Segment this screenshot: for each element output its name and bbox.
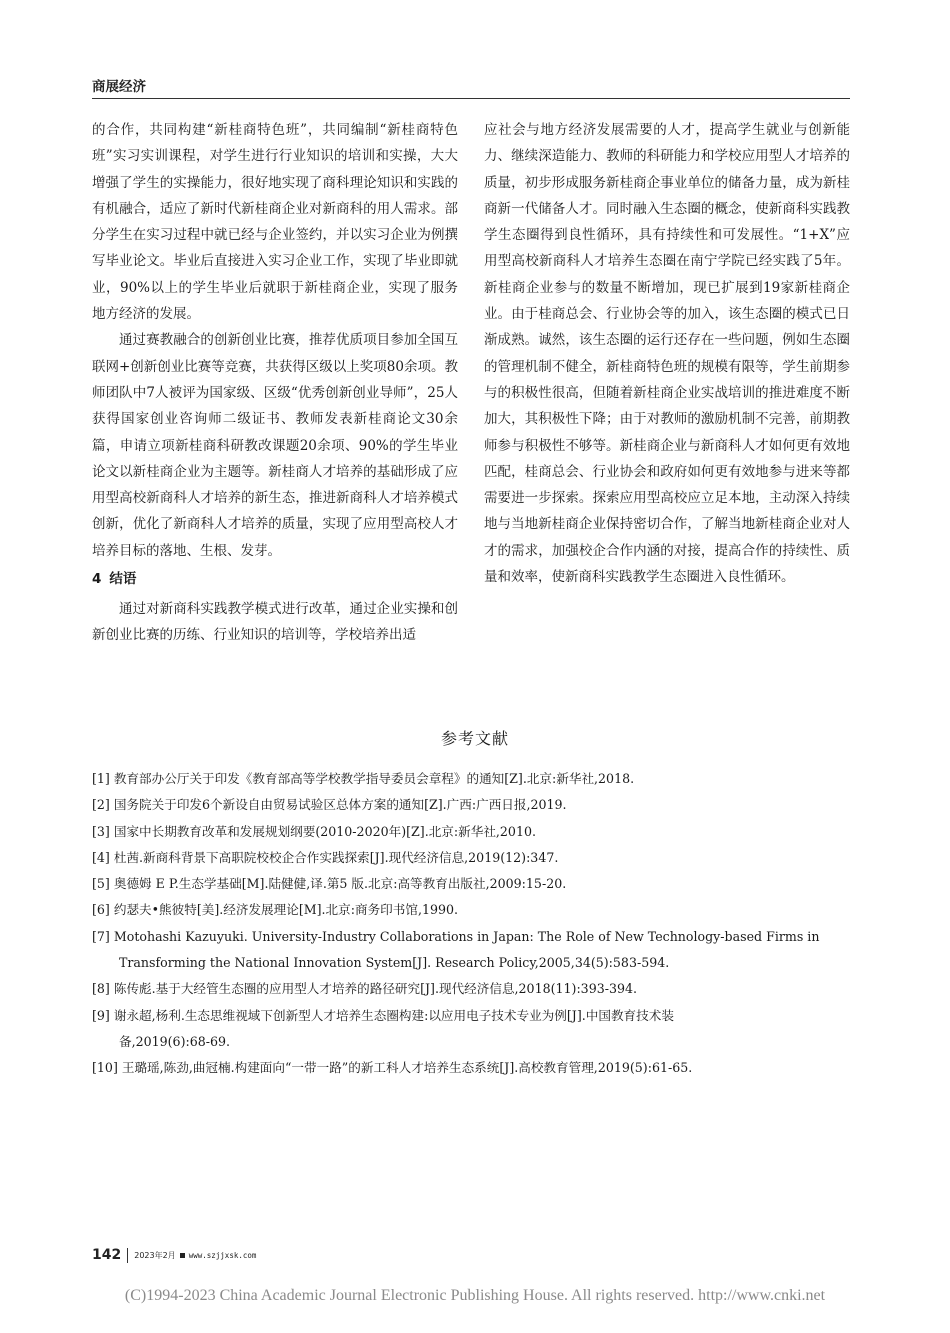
reference-item [92,1003,850,1056]
section-heading [92,566,458,592]
reference-text: 约瑟夫•熊彼特[美].经济发展理论[M].北京:商务印书馆,1990. [113,902,459,918]
reference-text: 杜茜.新商科背景下高职院校校企合作实践探索[J].现代经济信息,2019(12):347. [113,849,559,865]
reference-item [92,924,850,977]
section-title: 结语 [109,571,137,588]
square-bullet-icon [180,1253,185,1258]
reference-text-continued: 备,2019(6):68-69. [119,1033,231,1049]
reference-item [92,897,850,923]
paragraph: 通过赛教融合的创新创业比赛，推荐优质项目参加全国互联网+创新创业比赛等竞赛，共获得区级以上奖项80余项。教师团队中7人被评为国家级、区级“优秀创新创业导师”，25人获得国家创业咨询师二级证书、教师发表新桂商论文30余篇，申请立项新桂商科研教改课题20余项、90%的学生毕业论文以新桂商企业为主题等。新桂商人才培养的基础形成了应用型高校新商科人才培养的新生态，推进新商科人才培养模式创新，优化了新商科人才培养的质量，实现了应用型高校人才培养目标的落地、生根、发芽。 [92,332,458,559]
reference-text: 奥德姆 E P.生态学基础[M].陆健健,译.第5 版.北京:高等教育出版社,2009:15-20. [113,876,567,892]
running-header [92,80,850,99]
reference-tag: [8] [92,981,110,997]
reference-tag: [9] [92,1007,110,1023]
page-footer [92,1245,256,1265]
reference-item [92,792,850,818]
reference-tag: [7] [92,928,110,944]
reference-tag: [4] [92,849,110,865]
reference-tag: [1] [92,771,110,786]
reference-text: 谢永超,杨利.生态思维视域下创新型人才培养生态圈构建:以应用电子技术专业为例[J].中国教育技术装 [113,1007,674,1023]
reference-tag: [2] [92,797,110,813]
reference-tag: [6] [92,902,110,918]
issue-date: 2023年2月 [134,1250,176,1260]
reference-text-continued: Transforming the National Innovation System[J]. Research Policy,2005,34(5):583-594. [119,955,670,971]
reference-item [92,976,850,1002]
paragraph: 的合作，共同构建“新桂商特色班”，共同编制“新桂商特色班”实习实训课程，对学生进行行业知识的培训和实操，大大增强了学生的实操能力，很好地实现了商科理论知识和实践的有机融合，适应了新时代新桂商企业对新商科的用人需求。部分学生在实习过程中就已经与企业签约，并以实习企业为例撰写毕业论文。毕业后直接进入实习企业工作，实现了毕业即就业，90%以上的学生毕业后就职于新桂商企业，实现了服务地方经济的发展。 [92,122,458,323]
section-number: 4 [92,571,102,588]
page-number: 142 [92,1247,122,1263]
reference-item [92,871,850,897]
reference-item [92,819,850,845]
right-column [484,117,850,590]
reference-text: Motohashi Kazuyuki. University-Industry Collaborations in Japan: The Role of New Technology-based Firms in [113,928,820,944]
paragraph: 应社会与地方经济发展需要的人才，提高学生就业与创新能力、继续深造能力、教师的科研能力和学校应用型人才培养的质量，初步形成服务新桂商企事业单位的储备力量，成为新桂商新一代储备人才。同时融入生态圈的概念，使新商科实践教学生态圈得到良性循环，具有持续性和可发展性。“1+X”应用型高校新商科人才培养生态圈在南宁学院已经实践了5年。新桂商企业参与的数量不断增加，现已扩展到19家新桂商企业。由于桂商总会、行业协会等的加入，该生态圈的模式已日渐成熟。诚然，该生态圈的运行还存在一些问题，例如生态圈的管理机制不健全，新桂商特色班的规模有限等，学生前期参与的积极性很高，但随着新桂商企业实战培训的推进难度不断加大，其积极性下降；由于对教师的激励机制不完善，前期教师参与积极性不够等。新桂商企业与新商科人才如何更有效地匹配，桂商总会、行业协会和政府如何更有效地参与进来等都需要进一步探索。探索应用型高校应立足本地，主动深入持续地与当地新桂商企业保持密切合作，了解当地新桂商企业对人才的需求，加强校企合作内涵的对接，提高合作的持续性、质量和效率，使新商科实践教学生态圈进入良性循环。 [484,122,850,586]
reference-text: 教育部办公厅关于印发《教育部高等学校教学指导委员会章程》的通知[Z].北京:新华社,2018. [113,771,635,786]
reference-tag: [10] [92,1060,118,1076]
reference-item [92,845,850,871]
footer-divider [127,1248,128,1263]
reference-item [92,766,850,792]
reference-tag: [5] [92,876,110,892]
references-title: 参考文献 [440,729,509,748]
reference-tag: [3] [92,823,110,839]
reference-list [92,766,850,1082]
reference-item [92,1055,850,1081]
reference-text: 王璐瑶,陈劲,曲冠楠.构建面向“一带一路”的新工科人才培养生态系统[J].高校教育管理,2019(5):61-65. [121,1060,693,1076]
journal-title: 商展经济 [92,79,146,95]
reference-text: 陈传彪.基于大经管生态圈的应用型人才培养的路径研究[J].现代经济信息,2018(11):393-394. [113,981,638,997]
reference-text: 国家中长期教育改革和发展规划纲要(2010-2020年)[Z].北京:新华社,2010. [113,823,536,839]
reference-text: 国务院关于印发6个新设自由贸易试验区总体方案的通知[Z].广西:广西日报,2019. [113,797,567,813]
journal-url: www.szjjxsk.com [188,1250,257,1260]
left-column [92,117,458,649]
paragraph: 通过对新商科实践教学模式进行改革，通过企业实操和创新创业比赛的历练、行业知识的培训等，学校培养出适 [92,601,458,644]
copyright-watermark: (C)1994-2023 China Academic Journal Electronic Publishing House. All rights reserved. http://www.cnki.net [124,1287,826,1304]
